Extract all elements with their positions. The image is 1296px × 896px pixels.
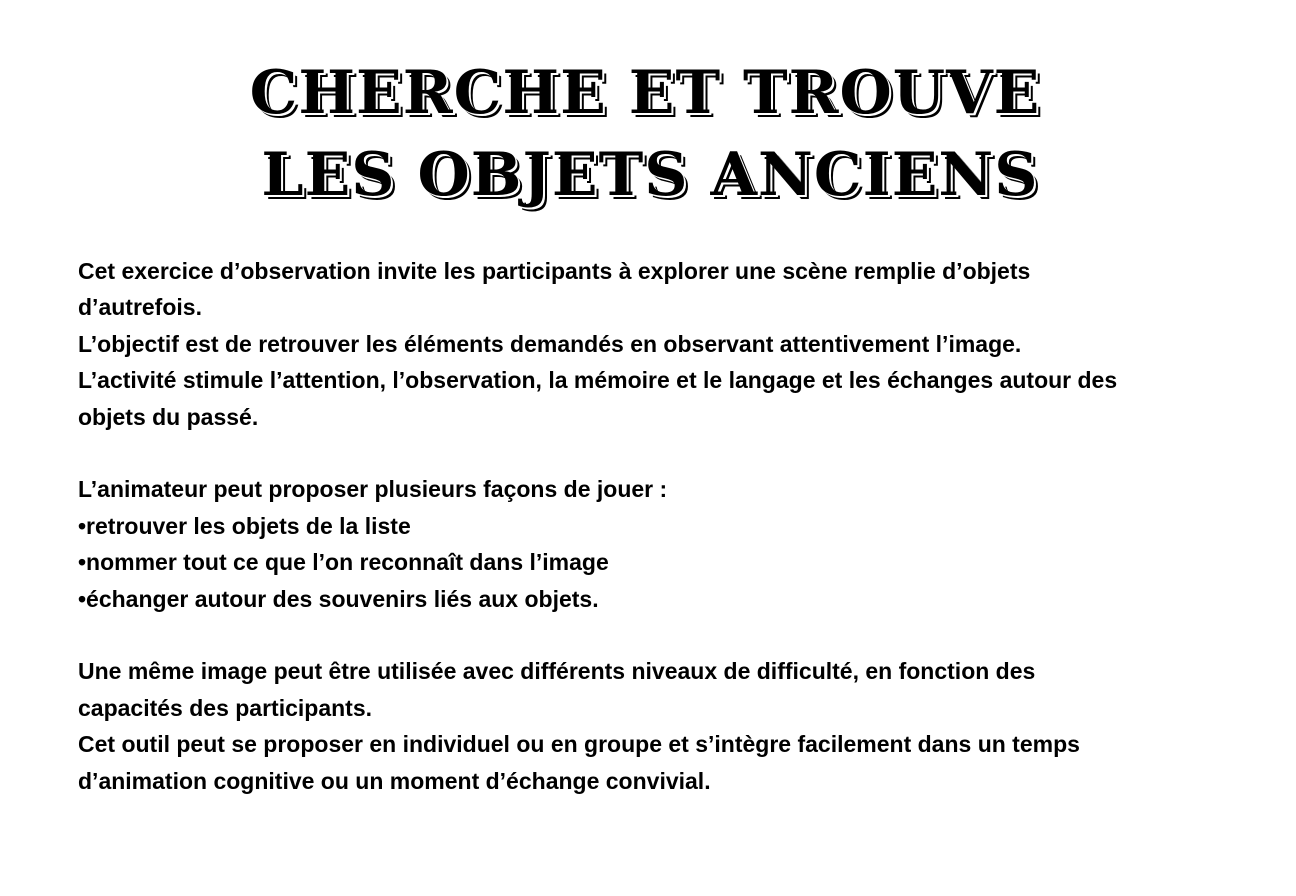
list-item: •retrouver les objets de la liste [78, 512, 411, 539]
list-item: •nommer tout ce que l’on reconnaît dans l’image [78, 549, 609, 576]
title-line-1: CHERCHE ET TROUVE [249, 58, 1041, 128]
text-line: capacités des participants. [78, 694, 373, 721]
text-line: Une même image peut être utilisée avec différents niveaux de difficulté, en fonction des [78, 658, 1036, 685]
text-line: L’animateur peut proposer plusieurs façons de jouer : [78, 476, 668, 503]
paragraph-intro [78, 253, 1278, 435]
text-line: Cet exercice d’observation invite les participants à explorer une scène remplie d’objets [78, 258, 1031, 284]
list-item: •échanger autour des souvenirs liés aux objets. [78, 585, 599, 612]
text-line: Cet outil peut se proposer en individuel ou en groupe et s’intègre facilement dans un temps [78, 731, 1080, 758]
text-line: L’activité stimule l’attention, l’observation, la mémoire et le langage et les échanges autour des [78, 367, 1118, 394]
document-body [78, 253, 1278, 799]
paragraph-difficulty [78, 653, 1278, 799]
text-line: L’objectif est de retrouver les éléments demandés en observant attentivement l’image. [78, 330, 1022, 357]
text-line: d’autrefois. [78, 294, 202, 321]
paragraph-ways-to-play [78, 471, 1278, 617]
text-line: objets du passé. [78, 403, 259, 430]
paragraph-spacer [78, 617, 1278, 653]
text-line: d’animation cognitive ou un moment d’échange convivial. [78, 767, 711, 794]
page-title [0, 52, 1296, 216]
paragraph-spacer [78, 435, 1278, 471]
title-line-2: LES OBJETS ANCIENS [261, 140, 1039, 210]
